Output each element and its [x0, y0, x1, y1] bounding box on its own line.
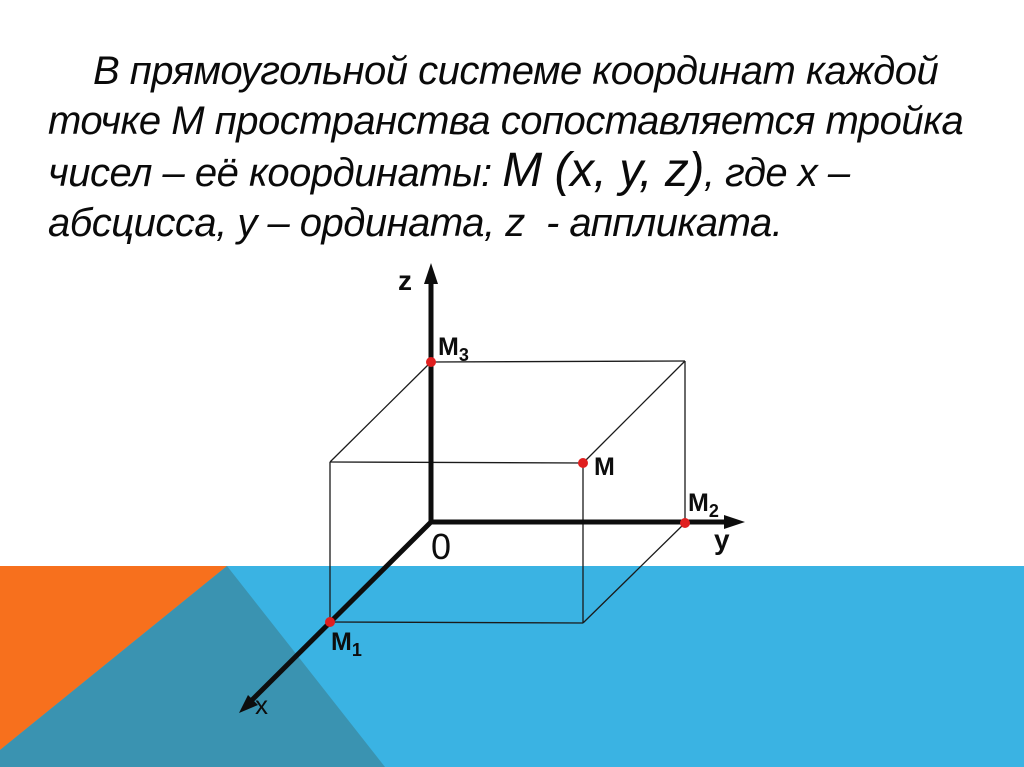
paragraph-line-3-before: чисел – её координаты: — [48, 151, 503, 195]
paragraph-line-3 — [48, 146, 998, 198]
point-m-dot — [578, 458, 588, 468]
point-m-label — [594, 453, 615, 482]
point-m3-label-base: M — [438, 333, 459, 361]
coordinates-formula: М (x, y, z) — [502, 144, 704, 197]
origin-label: 0 — [431, 526, 452, 567]
point-m2-label-base: M — [688, 489, 709, 517]
point-m2-label — [688, 489, 719, 521]
paragraph-line-3-after: , где x – — [703, 151, 850, 195]
paragraph-line-1: В прямоугольной системе координат каждой — [93, 49, 939, 93]
z-axis-arrowhead — [424, 263, 438, 284]
point-m2-dot — [680, 518, 690, 528]
point-m-label-base: M — [594, 453, 615, 481]
y-axis-label: y — [714, 524, 730, 555]
point-m1-dot — [325, 617, 335, 627]
box-edge-top-front — [330, 462, 583, 463]
point-m3-label — [438, 333, 469, 365]
paragraph-line-4: абсцисса, y – ордината, z - аппликата. — [48, 201, 783, 245]
point-m1-label — [331, 628, 362, 660]
paragraph — [48, 46, 998, 248]
x-axis-label: x — [255, 690, 268, 720]
box-edge-top-left-diagonal — [330, 362, 431, 462]
box-edge-top-right-diagonal — [583, 361, 685, 463]
point-m1-label-sub: 1 — [351, 640, 362, 660]
point-m3-dot — [426, 357, 436, 367]
box-edge-top-back — [431, 361, 685, 362]
point-m1-label-base: M — [331, 628, 352, 656]
point-m3-label-sub: 3 — [458, 345, 469, 365]
z-axis-label: z — [398, 265, 412, 296]
paragraph-line-2: точке М пространства сопоставляется тройка — [48, 99, 964, 143]
point-m2-label-sub: 2 — [708, 501, 719, 521]
